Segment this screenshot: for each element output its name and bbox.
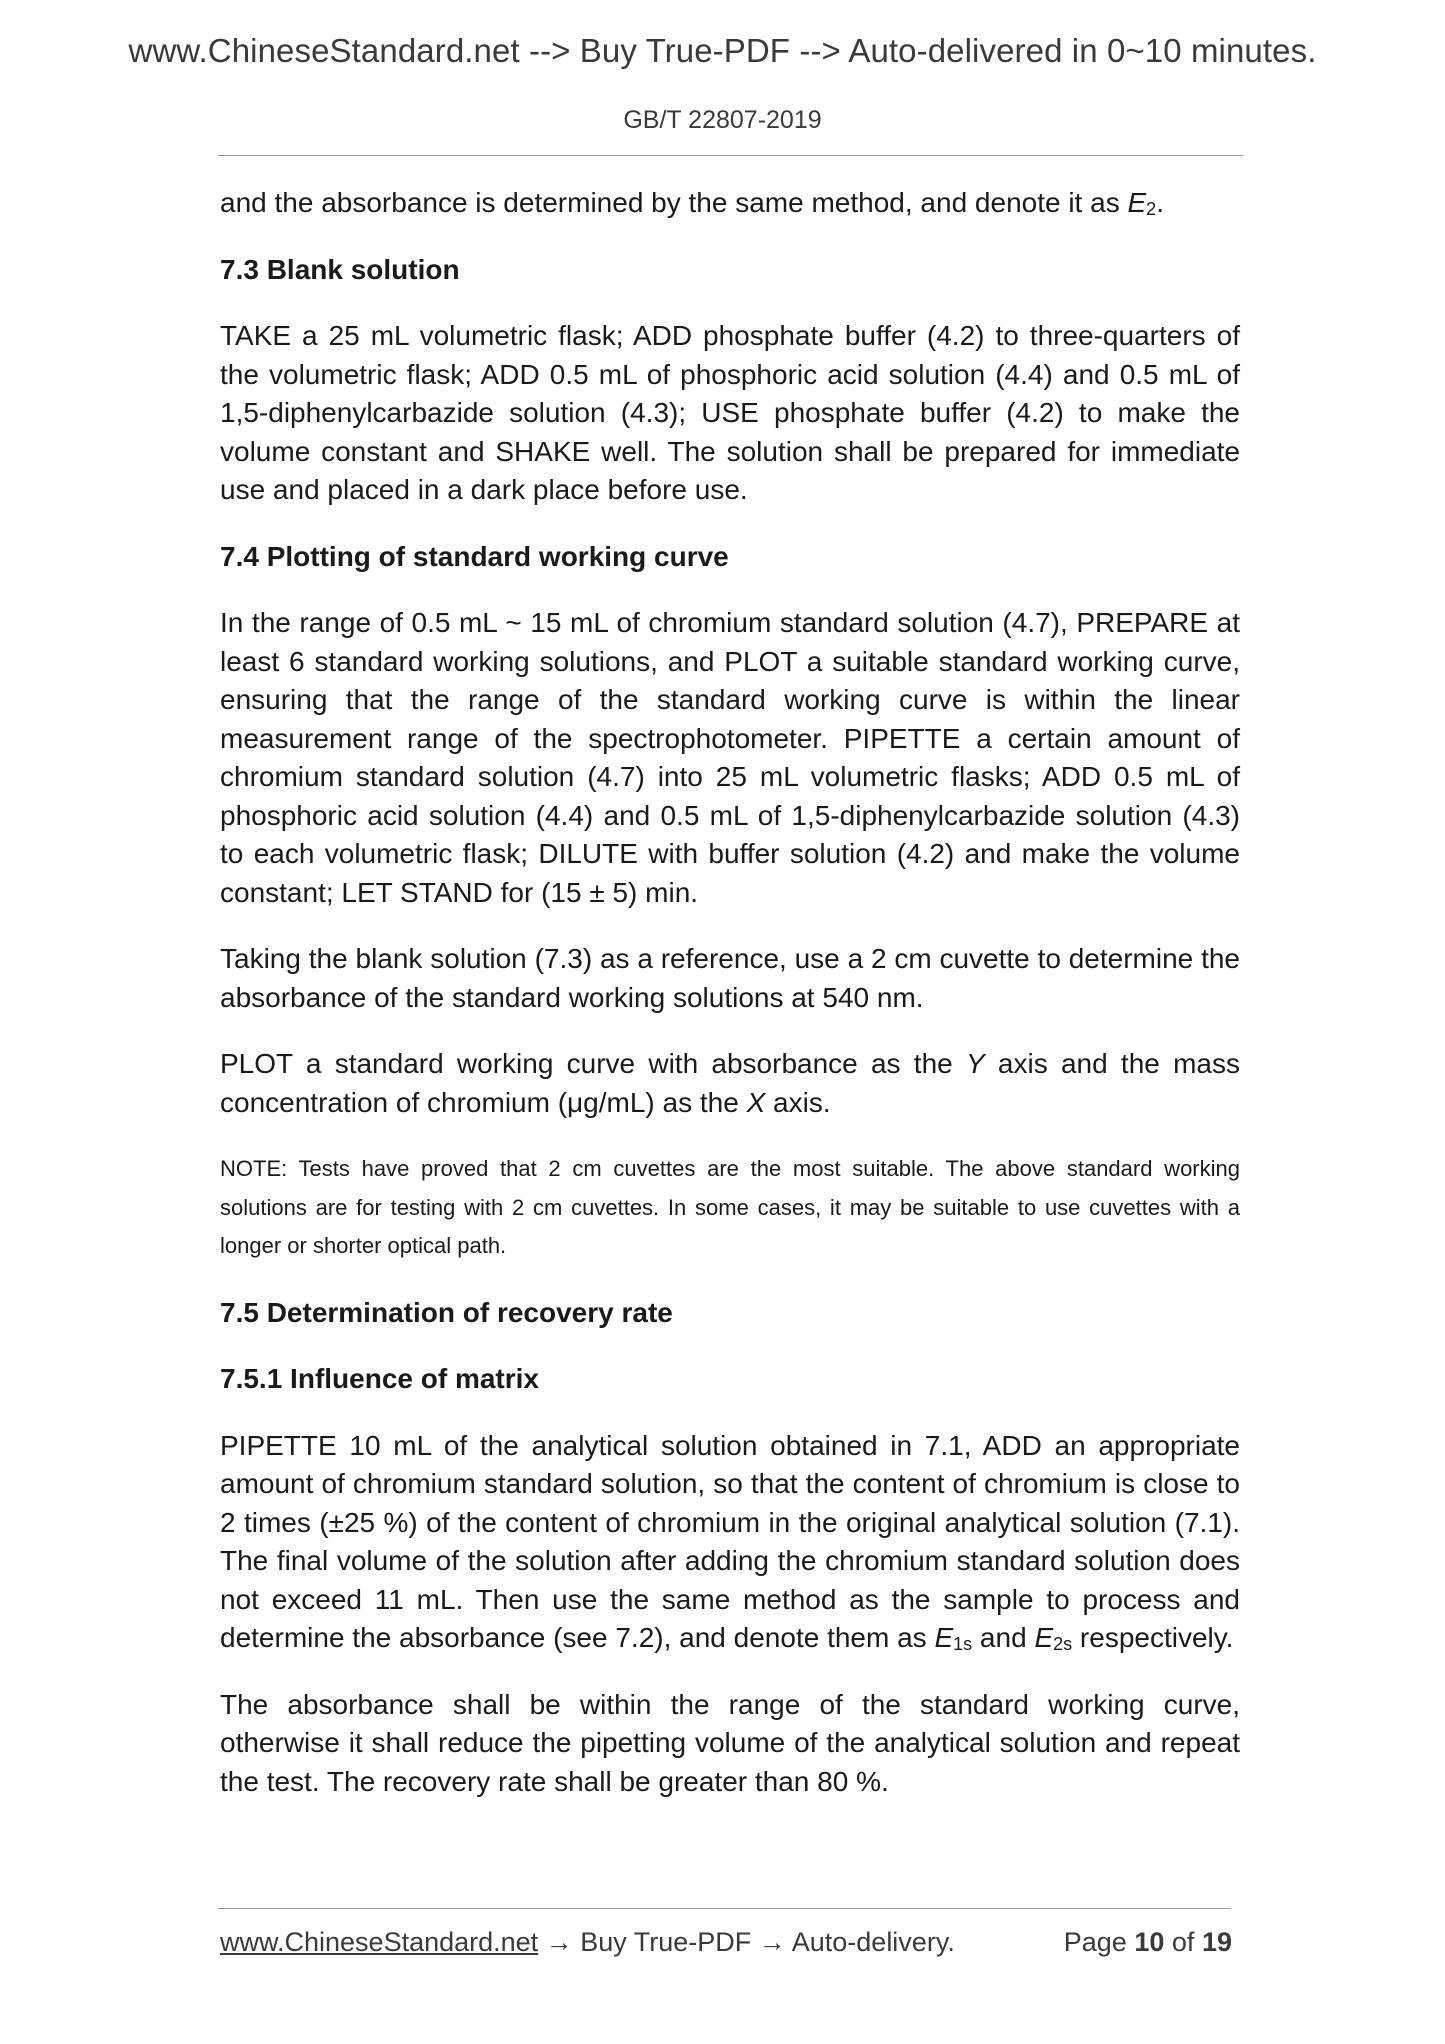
paragraph-matrix: PIPETTE 10 mL of the analytical solution obtained in 7.1, ADD an appropriate amount of chromium standard solution, so that the content of chromium is close to 2 times (±25 %) of the content of chromium in the original analytical solution (7.1). The final volume of the solution after adding the chromium standard solution does not exceed 11 mL. Then use the same method as the sample to process and determine the absorbance (see 7.2), and denote them as $E_{1s}$ and $E_{2s}$ respectively. bbox=[220, 1429, 1240, 1654]
page-number: Page 10 of 19 bbox=[1063, 1927, 1232, 1957]
e2s-symbol: $E_{2s}$ bbox=[1034, 1622, 1073, 1654]
y-axis-symbol: Y bbox=[965, 1048, 985, 1079]
footer-left bbox=[220, 1927, 955, 1958]
paragraph-plot-axes: PLOT a standard working curve with absorbance as the Y axis and the mass concentration of chromium (μg/mL) as the X axis. bbox=[220, 1048, 1240, 1118]
page-content bbox=[220, 184, 1240, 1829]
paragraph-curve-prep: In the range of 0.5 mL ~ 15 mL of chromium standard solution (4.7), PREPARE at least 6 standard working solutions, and PLOT a suitable standard working curve, ensuring that the range of the standard working curve is within the linear measurement range of the spectrophotometer. PIPETTE a certain amount of chromium standard solution (4.7) into 25 mL volumetric flasks; ADD 0.5 mL of phosphoric acid solution (4.4) and 0.5 mL of 1,5-diphenylcarbazide solution (4.3) to each volumetric flask; DILUTE with buffer solution (4.2) and make the volume constant; LET STAND for (15 ± 5) min. bbox=[220, 607, 1240, 908]
paragraph-reference: Taking the blank solution (7.3) as a reference, use a 2 cm cuvette to determine the absorbance of the standard working solutions at 540 nm. bbox=[220, 943, 1240, 1013]
footer-tagline: → Buy True-PDF → Auto-delivery. bbox=[538, 1927, 955, 1957]
heading-7-3: 7.3 Blank solution bbox=[220, 253, 460, 285]
paragraph-blank-solution: TAKE a 25 mL volumetric flask; ADD phosphate buffer (4.2) to three-quarters of the volumetric flask; ADD 0.5 mL of phosphoric acid solution (4.4) and 0.5 mL of 1,5-diphenylcarbazide solution (4.3); USE phosphate buffer (4.2) to make the volume constant and SHAKE well. The solution shall be prepared for immediate use and placed in a dark place before use. bbox=[220, 320, 1240, 505]
footer-site-link[interactable]: www.ChineseStandard.net bbox=[220, 1927, 539, 1957]
note-cuvettes: NOTE: Tests have proved that 2 cm cuvettes are the most suitable. The above standard working solutions are for testing with 2 cm cuvettes. In some cases, it may be suitable to use cuvettes with a longer or shorter optical path. bbox=[220, 1156, 1240, 1258]
page-footer bbox=[220, 1927, 1232, 1963]
top-banner: www.ChineseStandard.net --> Buy True-PDF --> Auto-delivered in 0~10 minutes. bbox=[128, 32, 1317, 69]
standard-code: GB/T 22807-2019 bbox=[623, 106, 822, 134]
paragraph-e2: and the absorbance is determined by the same method, and denote it as $E_2$. bbox=[220, 187, 1164, 219]
x-axis-symbol: X bbox=[746, 1086, 766, 1118]
heading-7-5: 7.5 Determination of recovery rate bbox=[220, 1296, 673, 1328]
header-divider bbox=[218, 155, 1243, 156]
e1s-symbol: $E_{1s}$ bbox=[934, 1622, 973, 1654]
heading-7-4: 7.4 Plotting of standard working curve bbox=[220, 540, 729, 572]
e2-symbol: $E_2$ bbox=[1127, 187, 1157, 219]
paragraph-recovery-rate: The absorbance shall be within the range of the standard working curve, otherwise it shall reduce the pipetting volume of the analytical solution and repeat the test. The recovery rate shall be greater than 80 %. bbox=[220, 1688, 1240, 1797]
footer-divider bbox=[218, 1908, 1231, 1909]
heading-7-5-1: 7.5.1 Influence of matrix bbox=[220, 1363, 539, 1394]
